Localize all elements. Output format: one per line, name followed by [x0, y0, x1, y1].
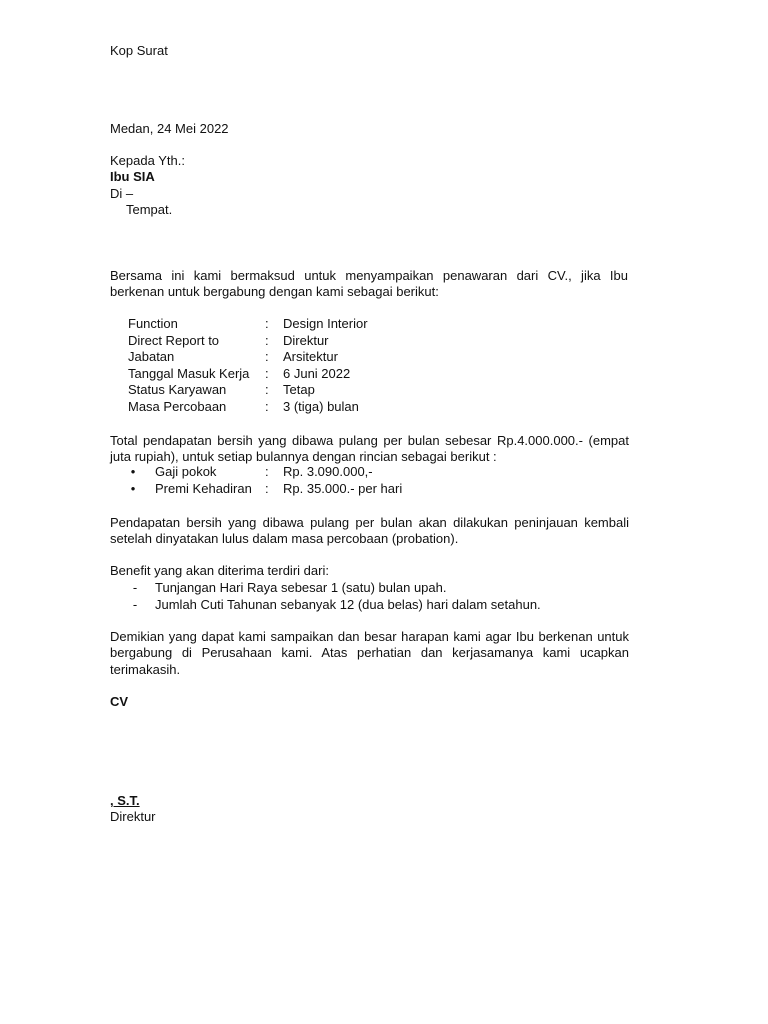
detail-value: 3 (tiga) bulan — [283, 398, 359, 414]
detail-label: Status Karyawan — [128, 382, 227, 398]
detail-colon: : — [265, 332, 269, 348]
benefit-item — [128, 580, 628, 597]
income-colon: : — [265, 464, 269, 479]
signatory-title: Direktur — [110, 809, 156, 825]
detail-row — [128, 333, 628, 350]
benefit-text: Jumlah Cuti Tahunan sebanyak 12 (dua belas) hari dalam setahun. — [155, 596, 541, 612]
recipient-di: Di – — [110, 185, 134, 201]
recipient-block — [110, 153, 630, 219]
income-value: Rp. 3.090.000,- — [283, 464, 373, 479]
detail-value: Direktur — [283, 332, 329, 348]
benefit-item — [128, 597, 628, 614]
detail-colon: : — [265, 349, 269, 365]
detail-label: Masa Percobaan — [128, 398, 227, 414]
recipient-salutation: Kepada Yth.: — [110, 153, 185, 168]
detail-label: Tanggal Masuk Kerja — [128, 365, 250, 381]
offer-details — [128, 316, 628, 416]
income-label: Gaji pokok — [155, 464, 217, 479]
signatory-name: , S.T. — [110, 793, 140, 808]
recipient-name: Ibu SIA — [110, 169, 155, 185]
dash-icon: - — [132, 596, 138, 612]
detail-label: Function — [128, 316, 178, 331]
review-paragraph: Pendapatan bersih yang dibawa pulang per bulan akan dilakukan peninjauan kembali setelah dinyatakan lulus dalam masa percobaan (probation). — [110, 515, 629, 547]
bullet-icon: • — [130, 464, 136, 479]
income-paragraph: Total pendapatan bersih yang dibawa pulang per bulan sebesar Rp.4.000.000.- (empat juta rupiah), untuk setiap bulannya dengan rincian sebagai berikut : — [110, 433, 629, 465]
dash-icon: - — [132, 580, 138, 595]
detail-row — [128, 316, 628, 333]
detail-colon: : — [265, 365, 269, 381]
intro-paragraph: Bersama ini kami bermaksud untuk menyampaikan penawaran dari CV., jika Ibu berkenan untuk bergabung dengan kami sebagai berikut: — [110, 268, 628, 300]
detail-colon: : — [265, 398, 269, 414]
detail-colon: : — [265, 316, 269, 331]
company-name: CV — [110, 694, 129, 709]
closing-paragraph: Demikian yang dapat kami sampaikan dan besar harapan kami agar Ibu berkenan untuk bergabung di Perusahaan kami. Atas perhatian dan kerjasamanya kami ucapkan terimakasih. — [110, 629, 629, 677]
detail-row — [128, 382, 628, 399]
detail-label: Direct Report to — [128, 332, 220, 348]
detail-row — [128, 366, 628, 383]
letterhead-placeholder: Kop Surat — [110, 43, 168, 58]
recipient-place: Tempat. — [126, 202, 173, 218]
detail-value: Design Interior — [283, 316, 368, 331]
signature-block — [110, 793, 630, 826]
income-colon: : — [265, 480, 269, 496]
detail-label: Jabatan — [128, 349, 175, 365]
bullet-icon: • — [130, 480, 136, 496]
detail-colon: : — [265, 382, 269, 398]
benefit-intro: Benefit yang akan diterima terdiri dari: — [110, 563, 329, 578]
benefit-text: Tunjangan Hari Raya sebesar 1 (satu) bulan upah. — [155, 580, 447, 595]
date-line: Medan, 24 Mei 2022 — [110, 121, 229, 136]
detail-row — [128, 349, 628, 366]
income-label: Premi Kehadiran — [155, 480, 252, 496]
benefit-list — [128, 580, 628, 613]
detail-row — [128, 399, 628, 416]
income-list — [128, 464, 628, 497]
detail-value: Arsitektur — [283, 349, 338, 365]
income-item — [128, 481, 628, 498]
detail-value: 6 Juni 2022 — [283, 365, 351, 381]
income-item — [128, 464, 628, 481]
detail-value: Tetap — [283, 382, 315, 398]
income-value: Rp. 35.000.- per hari — [283, 480, 403, 496]
